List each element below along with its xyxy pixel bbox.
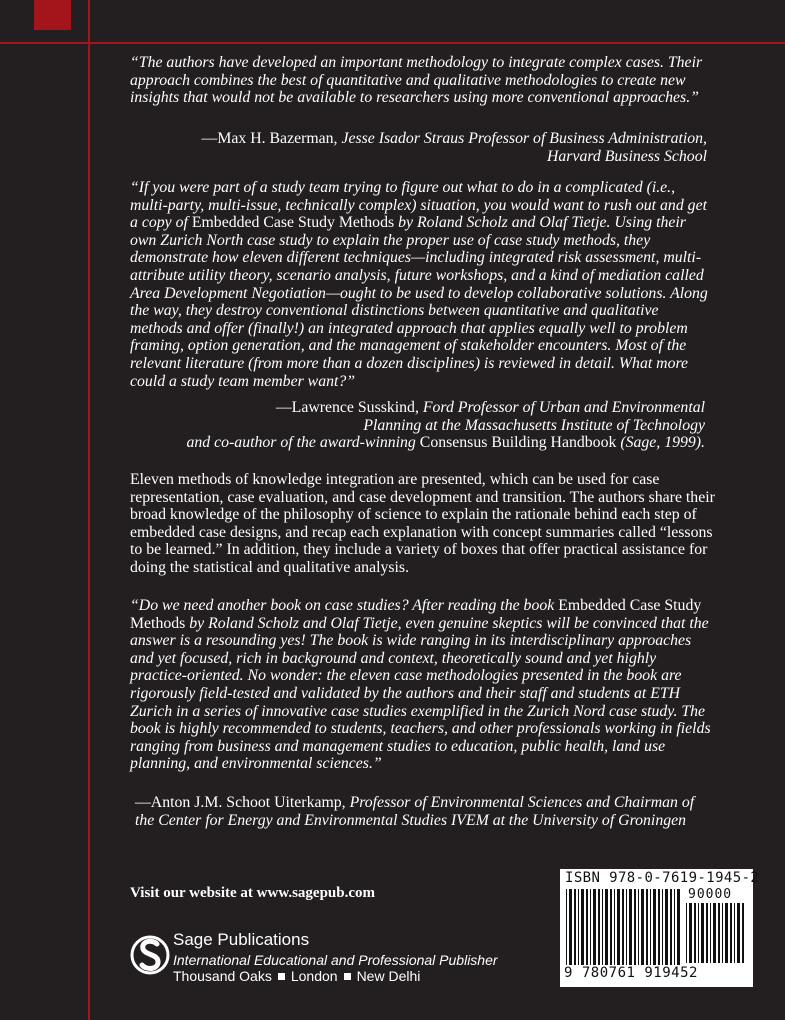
barcode-bar xyxy=(617,889,620,965)
book-description: Eleven methods of knowledge integration are presented, which can be used for case representation, case evaluation, and case development and transition. The authors share their broad knowledge of the philosophy of science to explain the rationale behind each step of embedded case designs, and recap each explanation with concept summaries called “lessons to be learned.” In addition, they include a variety of boxes that offer practical assistance for doing the statistical and qualitative analysis. xyxy=(130,471,715,576)
barcode-bar xyxy=(638,889,639,965)
barcode-bar xyxy=(730,903,732,963)
barcode-bar xyxy=(718,903,720,963)
barcode-bar xyxy=(662,889,663,965)
barcode-bar xyxy=(650,889,651,965)
barcode-bar xyxy=(593,889,596,965)
barcode-bar xyxy=(586,889,588,965)
vertical-accent-rule xyxy=(88,0,90,1020)
barcode-bar xyxy=(581,889,584,965)
barcode-bar xyxy=(578,889,579,965)
barcode-bar xyxy=(634,889,636,965)
attribution-susskind: —Lawrence Susskind, Ford Professor of Urban and Environmental Planning at the Massachusetts Institute of Technology and co-author of the award-winning Consensus Building Handbook (Sage, 1999). xyxy=(186,399,705,452)
barcode-bar xyxy=(605,889,608,965)
horizontal-accent-rule xyxy=(0,42,785,44)
barcode-bar xyxy=(569,889,572,965)
publisher-tagline: International Educational and Professional Publisher xyxy=(173,952,498,968)
barcode-bar xyxy=(734,903,735,963)
barcode-bar xyxy=(701,903,704,963)
attribution-uiterkamp: —Anton J.M. Schoot Uiterkamp, Professor of Environmental Sciences and Chairman of the Center for Energy and Environmental Studies IVEM at the University of Groningen xyxy=(135,794,695,829)
barcode-bar xyxy=(653,889,656,965)
barcode-bar xyxy=(610,889,612,965)
barcode-bar xyxy=(722,903,723,963)
barcode-bar xyxy=(742,903,744,963)
barcode-bar xyxy=(658,889,660,965)
barcode-bar xyxy=(694,903,696,963)
barcode-bar xyxy=(713,903,716,963)
barcode-bar xyxy=(674,889,675,965)
isbn-barcode xyxy=(560,869,760,987)
barcode-bar xyxy=(598,889,600,965)
endorsement-uiterkamp: “Do we need another book on case studies? After reading the book Embedded Case Study Methods by Roland Scholz and Olaf Tietje, even genuine skeptics will be convinced that the answer is a resounding yes! The book is wide ranging in its interdisciplinary approaches and yet focused, rich in background and context, theoretically sound and yet highly practice-oriented. No wonder: the eleven case methodologies presented in the book are rigorously field-tested and validated by the authors and their staff and students at ETH Zurich in a series of innovative case studies exemplified in the Zurich Nord case study. The book is highly recommended to students, teachers, and other professionals working in fields ranging from business and management studies to education, public health, land use planning, and environmental sciences.” xyxy=(130,597,711,773)
barcode-bar xyxy=(665,889,668,965)
barcode-bar xyxy=(670,889,672,965)
endorsement-bazerman: “The authors have developed an important methodology to integrate complex cases. Their approach combines the best of quantitative and qualitative methodologies to create new insights that would not be available to researchers using more conventional approaches.” xyxy=(130,54,703,107)
barcode-bar xyxy=(629,889,632,965)
barcode-digits: 9 780761 919452 xyxy=(564,965,698,981)
barcode-bar xyxy=(737,903,740,963)
barcode-bar xyxy=(725,903,728,963)
barcode-bar xyxy=(602,889,603,965)
barcode-bar xyxy=(626,889,627,965)
barcode-bar xyxy=(614,889,615,965)
attribution-bazerman: —Max H. Bazerman, Jesse Isador Straus Professor of Business Administration, Harvard Business School xyxy=(201,130,707,165)
endorsement-susskind: “If you were part of a study team trying to figure out what to do in a complicated (i.e., multi-party, multi-issue, technically complex) situation, you would want to rush out and get a copy of Embedded Case Study Methods by Roland Scholz and Olaf Tietje. Using their own Zurich North case study to explain the proper use of case study methods, they demonstrate how eleven different techniques—including integrated risk assessment, multi-attribute utility theory, scenario analysis, future workshops, and a kind of mediation called Area Development Negotiation—ought to be used to develop collaborative solutions. Along the way, they destroy conventional distinctions between quantitative and qualitative methods and offer (finally!) an integrated approach that applies equally well to problem framing, option generation, and the management of stakeholder encounters. Most of the relevant literature (from more than a dozen disciplines) is reviewed in detail. What more could a study team member want?” xyxy=(130,179,708,390)
barcode-bar xyxy=(566,889,567,965)
barcode-bar xyxy=(646,889,648,965)
publisher-cities: Thousand Oaks London New Delhi xyxy=(173,968,421,984)
barcode-bar xyxy=(710,903,711,963)
barcode-bars xyxy=(566,889,682,965)
barcode-bar xyxy=(574,889,576,965)
barcode-addon-number: 90000 xyxy=(688,887,733,902)
sage-logo-icon xyxy=(130,930,170,980)
website-link[interactable]: Visit our website at www.sagepub.com xyxy=(130,885,376,901)
barcode-bar xyxy=(677,889,680,965)
barcode-bar xyxy=(698,903,699,963)
barcode-bar xyxy=(686,903,687,963)
barcode-bar xyxy=(641,889,644,965)
publisher-name: Sage Publications xyxy=(173,930,310,949)
barcode-bar xyxy=(689,903,692,963)
separator-square xyxy=(344,973,351,980)
isbn-number: ISBN 978-0-7619-1945-2 xyxy=(565,870,760,886)
barcode-bar xyxy=(706,903,708,963)
separator-square xyxy=(278,973,285,980)
barcode-bar xyxy=(622,889,624,965)
barcode-addon-bars xyxy=(686,903,746,963)
barcode-bar xyxy=(590,889,591,965)
corner-accent-square xyxy=(34,0,71,30)
